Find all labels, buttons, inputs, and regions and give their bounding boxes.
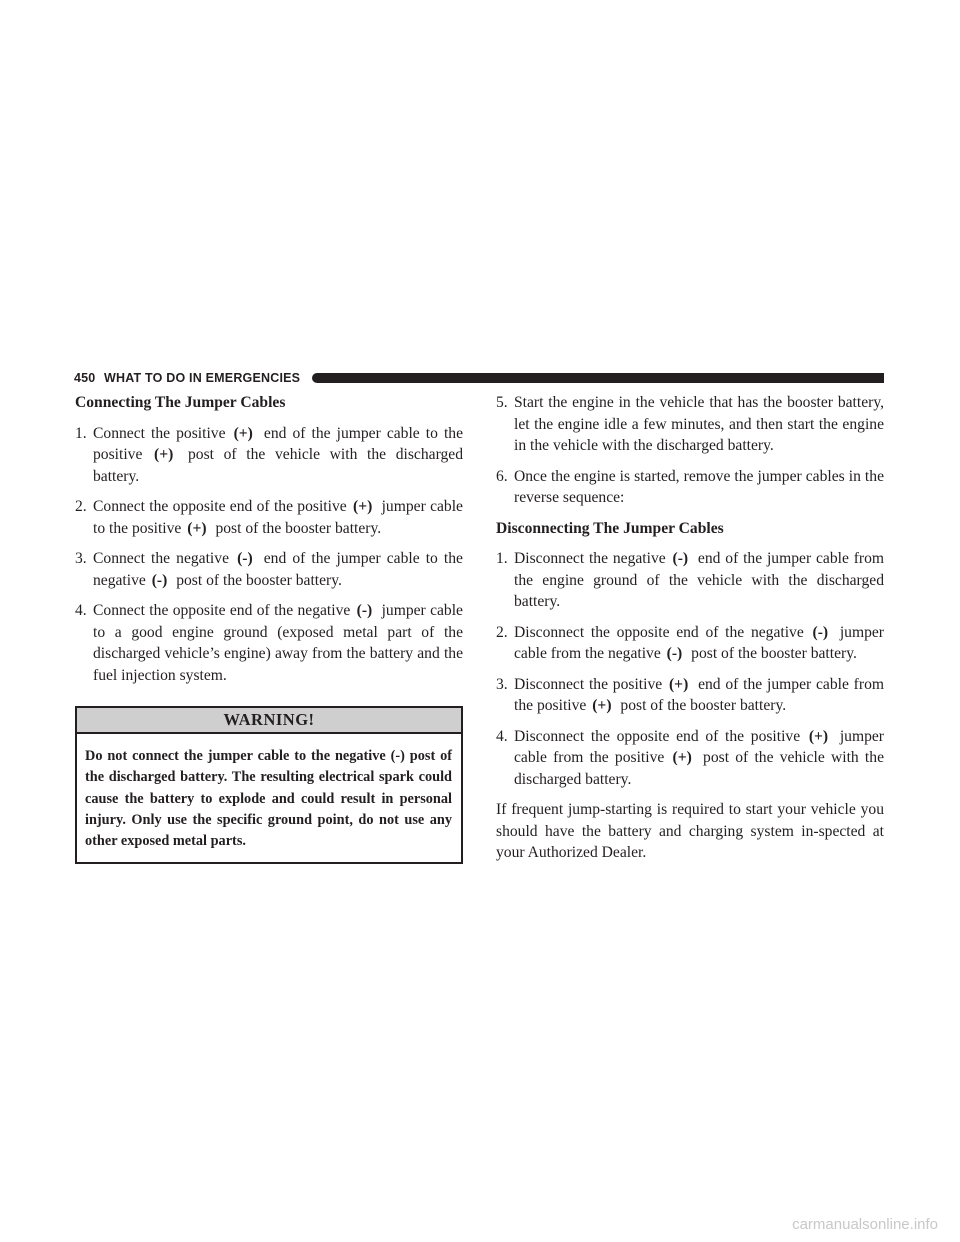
- step-text-segment: post of the booster battery.: [616, 697, 787, 714]
- polarity-symbol: (+): [187, 519, 207, 537]
- step-text: [514, 674, 884, 717]
- step-text-segment: Once the engine is started, remove the jumper cables in the reverse sequence:: [514, 467, 884, 506]
- step-text: [93, 423, 463, 488]
- warning-body: Do not connect the jumper cable to the negative (-) post of the discharged battery. The resulting electrical spark could cause the battery to explode and could result in personal injury. Only use the specific ground point, do not use any other exposed metal parts.: [85, 748, 452, 850]
- step-number: 1.: [75, 424, 87, 442]
- polarity-symbol: (+): [353, 498, 373, 515]
- step-text-segment: post of the booster battery.: [687, 645, 857, 662]
- step-number: 1.: [496, 550, 508, 567]
- step-text: [514, 392, 884, 457]
- step-text-segment: Connect the positive: [93, 424, 232, 442]
- step-number: 4.: [75, 602, 87, 619]
- list-item: [496, 726, 884, 791]
- step-text: [514, 466, 884, 509]
- step-text-segment: post of the booster battery.: [211, 519, 382, 537]
- step-text: [514, 548, 884, 613]
- list-item: [496, 548, 884, 613]
- disconnecting-steps: [496, 548, 884, 790]
- step-text-segment: end of the jumper cable to the negative: [93, 550, 463, 589]
- list-item: [75, 600, 463, 686]
- list-item: [496, 674, 884, 717]
- polarity-symbol: (+): [592, 697, 612, 714]
- step-text-segment: Start the engine in the vehicle that has the booster battery, let the engine idle a few minutes, and then start the engine in the vehicle with the discharged battery.: [514, 394, 884, 454]
- warning-title: WARNING!: [77, 708, 461, 734]
- page-number: 450: [74, 371, 96, 385]
- polarity-symbol: (-): [237, 550, 253, 567]
- left-column: [75, 392, 463, 864]
- polarity-symbol: (+): [154, 446, 174, 463]
- polarity-symbol: (-): [666, 645, 683, 662]
- step-number: 6.: [496, 467, 508, 485]
- step-text-segment: jumper cable to a good engine ground (exposed metal part of the discharged vehicle’s engine) away from the battery and the fuel injection system.: [93, 602, 463, 684]
- list-item: [496, 622, 884, 665]
- polarity-symbol: (-): [672, 550, 689, 567]
- step-text-segment: jumper cable from the negative: [514, 623, 884, 662]
- closing-paragraph: If frequent jump-starting is required to start your vehicle you should have the battery and charging system in-spected at your Authorized Dealer.: [496, 801, 884, 861]
- polarity-symbol: (-): [356, 602, 373, 619]
- polarity-symbol: (-): [812, 623, 829, 641]
- step-number: 5.: [496, 394, 508, 411]
- step-text-segment: Disconnect the opposite end of the positive: [514, 727, 807, 745]
- step-text-segment: Connect the opposite end of the negative: [93, 602, 355, 619]
- step-text-segment: post of the vehicle with the discharged battery.: [514, 749, 884, 788]
- step-text-segment: Connect the negative: [93, 550, 236, 567]
- polarity-symbol: (+): [808, 727, 829, 745]
- polarity-symbol: (+): [672, 749, 692, 766]
- step-text-segment: Disconnect the opposite end of the negative: [514, 623, 811, 641]
- running-header: [74, 371, 884, 385]
- step-number: 2.: [75, 498, 87, 515]
- step-text-segment: jumper cable to the positive: [93, 498, 463, 537]
- step-text: [514, 622, 884, 665]
- step-text: [514, 726, 884, 791]
- step-text-segment: Connect the opposite end of the positive: [93, 498, 351, 515]
- list-item: [75, 423, 463, 488]
- step-text-segment: post of the vehicle with the discharged battery.: [93, 446, 464, 485]
- step-text-segment: Disconnect the positive: [514, 675, 667, 693]
- polarity-symbol: (+): [233, 424, 253, 442]
- step-text-segment: end of the jumper cable from the positive: [514, 675, 884, 714]
- step-number: 3.: [75, 550, 87, 567]
- step-text: [93, 548, 463, 591]
- list-item: [496, 466, 884, 509]
- step-text-segment: Disconnect the negative: [514, 550, 671, 567]
- list-item: [75, 548, 463, 591]
- step-number: 2.: [496, 623, 508, 641]
- header-rule: [312, 373, 884, 383]
- polarity-symbol: (+): [668, 675, 689, 693]
- warning-box: [75, 706, 463, 864]
- final-connection-steps: [496, 392, 884, 509]
- right-column: [496, 392, 884, 864]
- step-text-segment: jumper cable from the positive: [514, 727, 884, 766]
- step-text: [93, 496, 463, 539]
- step-text-segment: end of the jumper cable to the positive: [93, 424, 464, 463]
- section-title: WHAT TO DO IN EMERGENCIES: [104, 371, 301, 385]
- disconnecting-heading: Disconnecting The Jumper Cables: [496, 519, 724, 537]
- connecting-steps: [75, 423, 463, 687]
- step-text-segment: post of the booster battery.: [172, 571, 342, 589]
- list-item: [75, 496, 463, 539]
- step-text-segment: end of the jumper cable from the engine ground of the vehicle with the discharged battery.: [514, 550, 885, 610]
- list-item: [496, 392, 884, 457]
- step-number: 4.: [496, 727, 508, 745]
- step-number: 3.: [496, 675, 508, 693]
- polarity-symbol: (-): [151, 571, 168, 589]
- step-text: [93, 600, 463, 686]
- watermark: carmanualsonline.info: [792, 1216, 938, 1233]
- connecting-heading: Connecting The Jumper Cables: [75, 394, 286, 411]
